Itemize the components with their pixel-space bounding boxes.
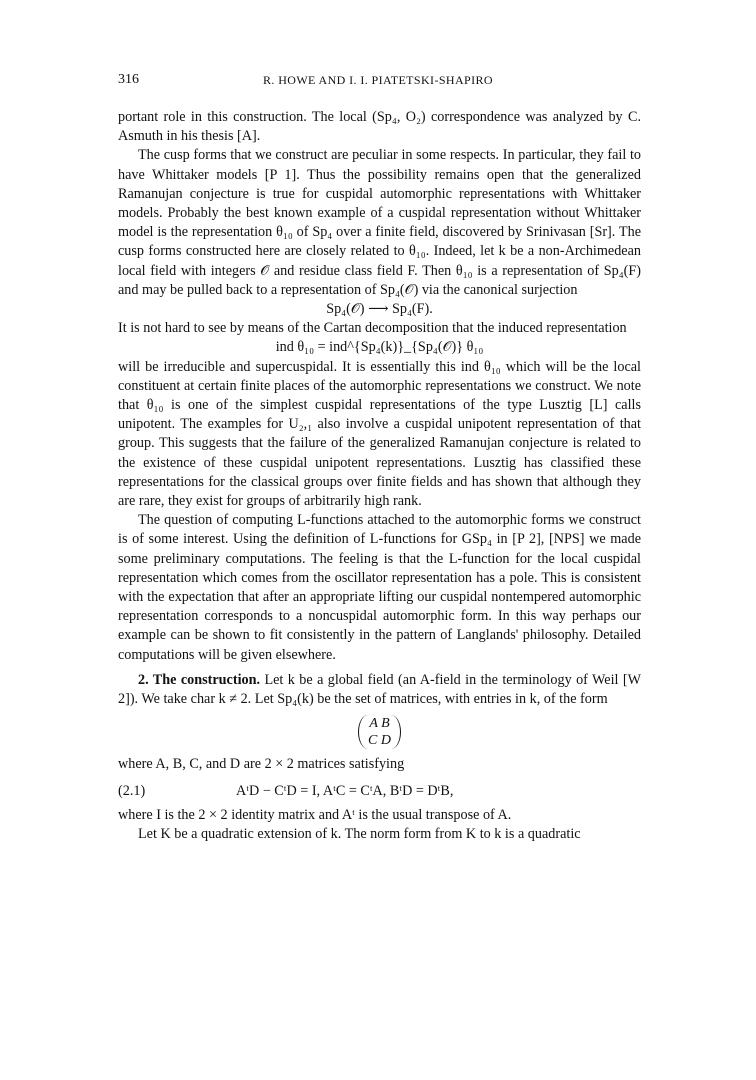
page-header [0, 72, 756, 92]
section-paragraph [118, 671, 641, 709]
paragraph: The question of computing L-functions attached to the automorphic forms we construct is of some interest. Using the definition of L-functions for GSp₄ in [P 2], [NPS] we made some preliminary computations. The feeling is that the L-function for the local cuspidal representation which comes from the oscillator representation has a pole. This is consistent with the expectation that after an appropriate lifting our cuspidal nontempered automorphic representation corresponds to a noncuspidal automorphic form. In this way perhaps our example can be shown to fit consistently in the pattern of Langlands' philosophy. Detailed computations will be given elsewhere. [118, 512, 641, 663]
paragraph: Let K be a quadratic extension of k. The norm form from K to k is a quadratic [138, 825, 581, 842]
running-head: R. HOWE AND I. I. PIATETSKI-SHAPIRO [263, 73, 493, 87]
paragraph: It is not hard to see by means of the Cartan decomposition that the induced representation [118, 320, 627, 337]
display-equation: ind θ₁₀ = ind^{Sp₄(k)}_{Sp₄(𝒪)} θ₁₀ [275, 339, 484, 356]
equation-label: (2.1) [118, 782, 146, 799]
matrix-row: C D [368, 733, 391, 749]
section-heading: 2. The construction. [138, 671, 261, 688]
display-equation: Sp₄(𝒪) ⟶ Sp₄(F). [326, 301, 433, 318]
section-text: Let k be a global field (an A-field in the terminology of Weil [W 2]). We take char k ≠ 2. Let Sp₄(k) be the set of matrices, with entries in k, of the form [118, 671, 642, 708]
matrix-display [118, 715, 641, 750]
paragraph: where A, B, C, and D are 2 × 2 matrices satisfying [118, 755, 405, 772]
paragraph: where I is the 2 × 2 identity matrix and Aᵗ is the usual transpose of A. [118, 806, 512, 823]
paragraph: portant role in this construction. The local (Sp₄, O₂) correspondence was analyzed by C. Asmuth in his thesis [A]. [118, 109, 641, 145]
page-number: 316 [118, 72, 139, 87]
paragraph: The cusp forms that we construct are peculiar in some respects. In particular, they fail to have Whittaker models [P 1]. Thus the possibility remains open that the generalized Ramanujan conjecture is true for cuspidal automorphic representations with Whittaker models. Probably the best known example of a cuspidal representation without Whittaker model is the representation θ₁₀ of Sp₄ over a finite field, discovered by Srinivasan [Sr]. The cusp forms constructed here are closely related to θ₁₀. Indeed, let k be a non-Archimedean local field with integers 𝒪 and residue class field F. Then θ₁₀ is a representation of Sp₄(F) and may be pulled back to a representation of Sp₄(𝒪) via the canonical surjection [118, 147, 641, 298]
numbered-equation [118, 780, 641, 802]
paragraph: will be irreducible and supercuspidal. It is essentially this ind θ₁₀ which will be the local constituent at certain finite places of the automorphic representations we construct. We note that θ₁₀ is one of the simplest cuspidal representations of the type Lusztig [L] calls unipotent. The examples for U₂,₁ also involve a cuspidal unipotent representation of that group. This suggests that the failure of the generalized Ramanujan conjecture is related to the existence of these cuspidal unipotent representations. Lusztig has classified these representations for the classical groups over finite fields and has shown that although they are rare, they exist for groups of arbitrarily high rank. [118, 358, 641, 510]
equation-body: AᵗD − CᵗD = I, AᵗC = CᵗA, BᵗD = DᵗB, [236, 782, 454, 799]
block-matrix [358, 715, 401, 749]
matrix-row: A B [369, 716, 390, 732]
body-text [118, 108, 641, 844]
